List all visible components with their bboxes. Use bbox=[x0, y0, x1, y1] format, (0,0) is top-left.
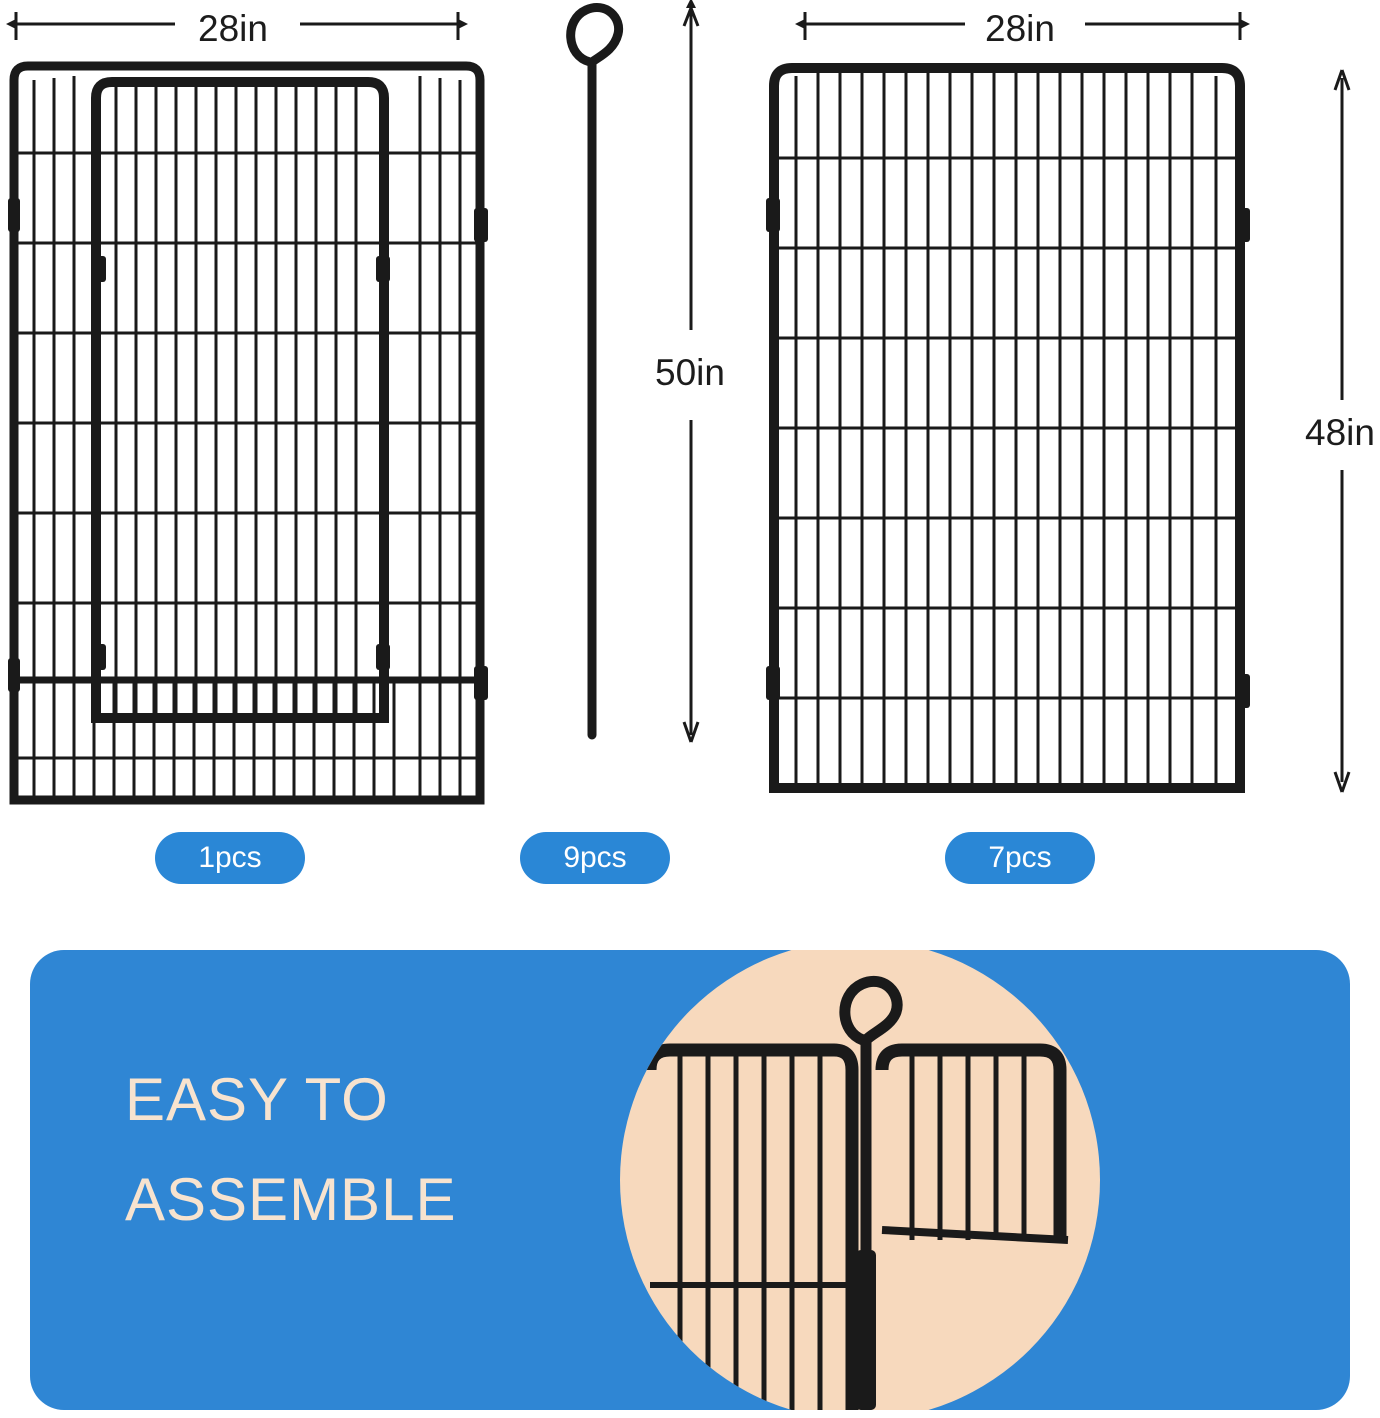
ground-stake-count-badge: 9pcs bbox=[520, 832, 670, 884]
promo-line-1: EASY TO bbox=[125, 1066, 389, 1133]
plain-panel-count-badge: 7pcs bbox=[945, 832, 1095, 884]
gate-panel-illustration bbox=[0, 58, 520, 818]
gate-panel-count-badge: 1pcs bbox=[155, 832, 305, 884]
assembly-closeup-photo bbox=[620, 950, 1100, 1410]
stake-length-label: 50in bbox=[655, 352, 725, 393]
gate-panel-width-label: 28in bbox=[198, 8, 268, 49]
easy-to-assemble-card bbox=[30, 950, 1350, 1410]
panel-height-label: 48in bbox=[1305, 412, 1375, 453]
promo-line-2: ASSEMBLE bbox=[125, 1166, 457, 1233]
plain-panel-illustration bbox=[760, 58, 1280, 818]
panel-width-label: 28in bbox=[985, 8, 1055, 49]
ground-stake-illustration bbox=[548, 0, 638, 745]
